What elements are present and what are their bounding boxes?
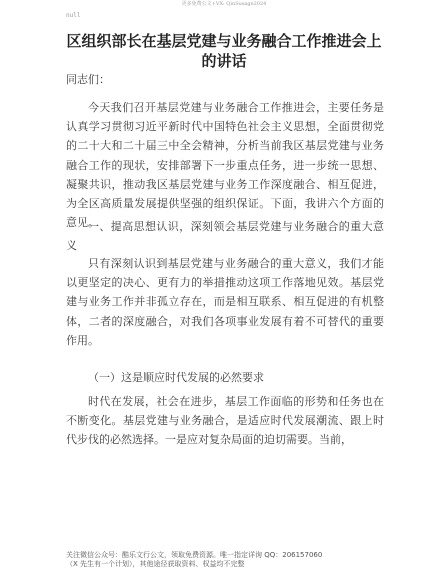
footer-line-2: （X 先生有一个计划），其他途径获取资料、权益均不完整 — [66, 560, 245, 568]
paragraph-intro: 今天我们召开基层党建与业务融合工作推进会，主要任务是认真学习贯彻习近平新时代中国特色社会主义思想，全面贯彻党的二十大和二十届三中全会精神，分析当前我区基层党建与业务融合工作的现状，安排部署下一步重点任务，进一步统一思想、凝聚共识，推动我区基层党建与业务工作深度融合、相互促进，为全区高质量发展提供坚强的组织保证。下面，我讲六个方面的意见。 — [66, 101, 384, 230]
section-heading: 一、提高思想认识，深刻领会基层党建与业务融合的重大意义 — [66, 220, 384, 253]
paragraph-significance: 只有深刻认识到基层党建与业务融合的重大意义，我们才能以更坚定的决心、更有力的举措推动这项工作落地见效。基层党建与业务工作并非孤立存在，而是相互联系、相互促进的有机整体，二者的深度融合，对我们各项事业发展有着不可替代的重要作用。 — [66, 257, 384, 347]
top-banner: 更多免费公文+VX: QinSusage2024 — [181, 1, 267, 7]
subsection-heading: （一）这是顺应时代发展的必然要求 — [88, 371, 264, 384]
salutation: 同志们： — [66, 73, 110, 86]
document-title: 区组织部长在基层党建与业务融合工作推进会上的讲话 — [66, 32, 382, 70]
footer-note — [66, 551, 384, 569]
footer-line-1: 关注微信公众号：酷乐文行公文，领取免费资源。唯一指定详询 QQ：206157060 — [66, 551, 323, 559]
null-mark: null — [66, 12, 81, 19]
paragraph-era: 时代在发展，社会在进步，基层工作面临的形势和任务也在不断变化。基层党建与业务融合，是适应时代发展潮流、跟上时代步伐的必然选择。一是应对复杂局面的迫切需要。当前， — [66, 395, 384, 447]
